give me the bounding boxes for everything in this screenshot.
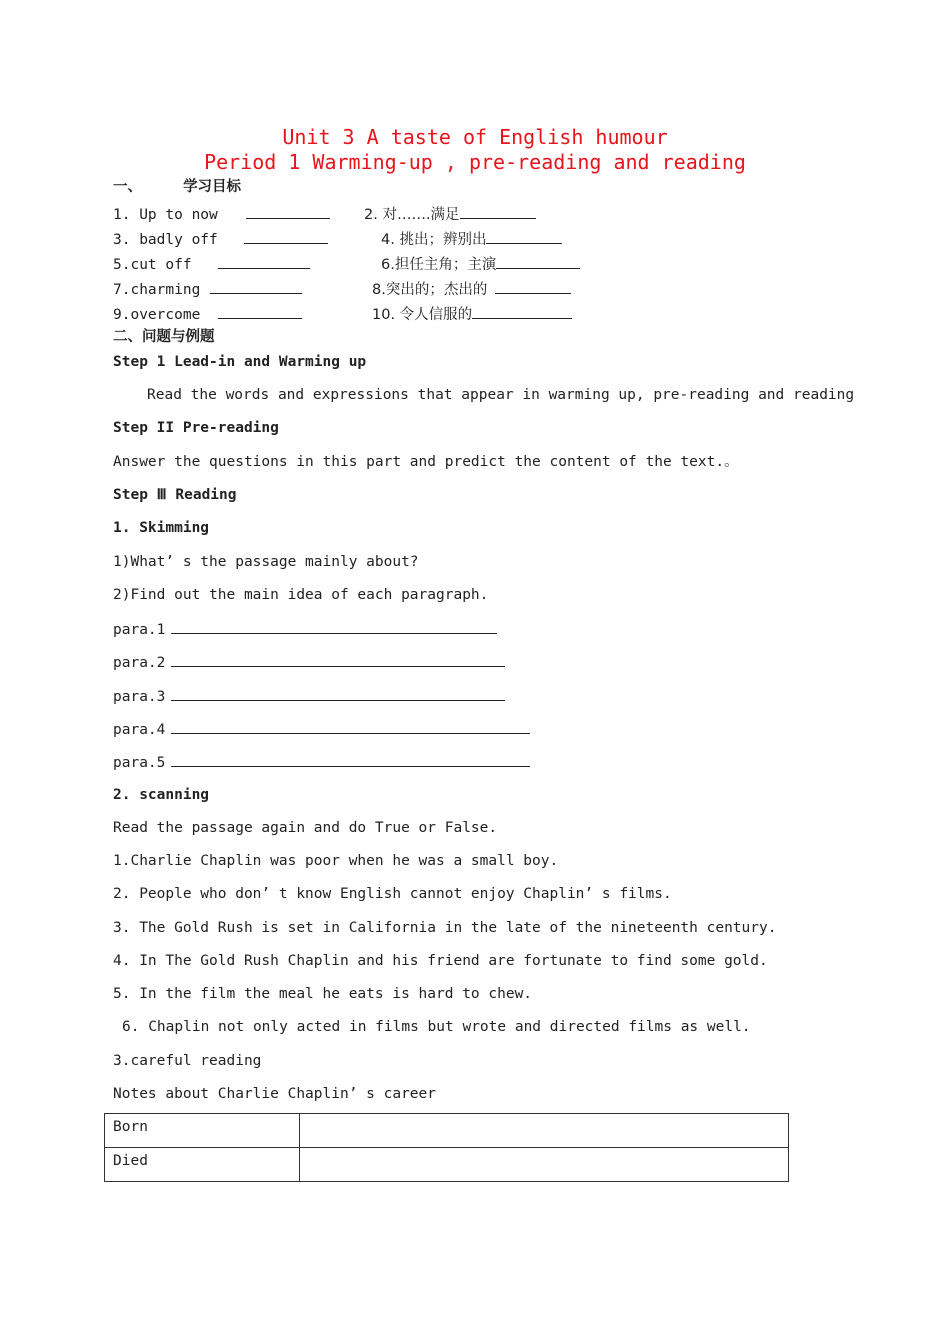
table-cell-answer[interactable] bbox=[300, 1114, 789, 1148]
vocab-item-8: 8.突出的；杰出的 bbox=[372, 279, 571, 299]
answer-blank[interactable] bbox=[244, 229, 328, 244]
step3-title: Step Ⅲ Reading bbox=[113, 487, 237, 503]
table-row bbox=[105, 1148, 789, 1182]
vocab-item-9: 9.overcome bbox=[113, 304, 302, 324]
answer-blank[interactable] bbox=[486, 229, 562, 244]
statement-1: 1.Charlie Chaplin was poor when he was a small boy. bbox=[113, 853, 559, 869]
answer-blank[interactable] bbox=[171, 686, 505, 701]
answer-blank[interactable] bbox=[210, 279, 302, 294]
table-cell-label: Died bbox=[105, 1148, 300, 1182]
skimming-question-1: 1)What’ s the passage mainly about? bbox=[113, 554, 419, 570]
vocab-item-4: 4. 挑出；辨别出 bbox=[381, 229, 562, 249]
statement-2: 2. People who don’ t know English cannot enjoy Chaplin’ s films. bbox=[113, 886, 672, 902]
statement-6: 6. Chaplin not only acted in films but wrote and directed films as well. bbox=[122, 1019, 751, 1035]
scanning-title: 2. scanning bbox=[113, 787, 210, 803]
scanning-intro: Read the passage again and do True or False. bbox=[113, 820, 498, 836]
vocab-item-5: 5.cut off bbox=[113, 254, 310, 274]
para-line-5: para.5 bbox=[113, 752, 530, 772]
statement-3: 3. The Gold Rush is set in California in the late of the nineteenth century. bbox=[113, 920, 777, 936]
table-cell-label: Born bbox=[105, 1114, 300, 1148]
answer-blank[interactable] bbox=[472, 304, 572, 319]
answer-blank[interactable] bbox=[171, 652, 505, 667]
answer-blank[interactable] bbox=[246, 204, 330, 219]
unit-title: Unit 3 A taste of English humour bbox=[282, 125, 668, 149]
career-notes-table bbox=[104, 1113, 789, 1182]
answer-blank[interactable] bbox=[495, 279, 571, 294]
section1-title: 学习目标 bbox=[183, 179, 242, 195]
answer-blank[interactable] bbox=[218, 304, 302, 319]
careful-reading-title: 3.careful reading bbox=[113, 1053, 262, 1069]
statement-5: 5. In the film the meal he eats is hard to chew. bbox=[113, 986, 533, 1002]
period-title: Period 1 Warming-up , pre-reading and reading bbox=[204, 150, 746, 174]
vocab-item-7: 7.charming bbox=[113, 279, 302, 299]
step2-title: Step II Pre-reading bbox=[113, 420, 279, 436]
vocab-item-2: 2. 对…….满足 bbox=[364, 204, 536, 224]
step2-text: Answer the questions in this part and predict the content of the text.。 bbox=[113, 454, 739, 470]
vocab-item-1: 1. Up to now bbox=[113, 204, 330, 224]
para-line-3: para.3 bbox=[113, 686, 505, 706]
skimming-question-2: 2)Find out the main idea of each paragraph. bbox=[113, 587, 489, 603]
para-line-2: para.2 bbox=[113, 652, 505, 672]
answer-blank[interactable] bbox=[218, 254, 310, 269]
para-line-4: para.4 bbox=[113, 719, 530, 739]
statement-4: 4. In The Gold Rush Chaplin and his friend are fortunate to find some gold. bbox=[113, 953, 768, 969]
vocab-item-6: 6.担任主角；主演 bbox=[381, 254, 580, 274]
vocab-item-3: 3. badly off bbox=[113, 229, 328, 249]
para-line-1: para.1 bbox=[113, 619, 497, 639]
table-cell-answer[interactable] bbox=[300, 1148, 789, 1182]
answer-blank[interactable] bbox=[171, 619, 497, 634]
vocab-item-10: 10. 令人信服的 bbox=[372, 304, 572, 324]
section2-heading: 二、问题与例题 bbox=[113, 329, 215, 345]
answer-blank[interactable] bbox=[171, 752, 530, 767]
answer-blank[interactable] bbox=[171, 719, 530, 734]
step1-title: Step 1 Lead-in and Warming up bbox=[113, 354, 367, 370]
notes-title: Notes about Charlie Chaplin’ s career bbox=[113, 1086, 437, 1102]
answer-blank[interactable] bbox=[460, 204, 536, 219]
step1-text: Read the words and expressions that appear in warming up, pre-reading and reading bbox=[147, 387, 855, 403]
section1-number: 一、 bbox=[113, 179, 142, 195]
table-row bbox=[105, 1114, 789, 1148]
answer-blank[interactable] bbox=[496, 254, 580, 269]
section1-heading bbox=[113, 178, 241, 196]
skimming-title: 1. Skimming bbox=[113, 520, 210, 536]
